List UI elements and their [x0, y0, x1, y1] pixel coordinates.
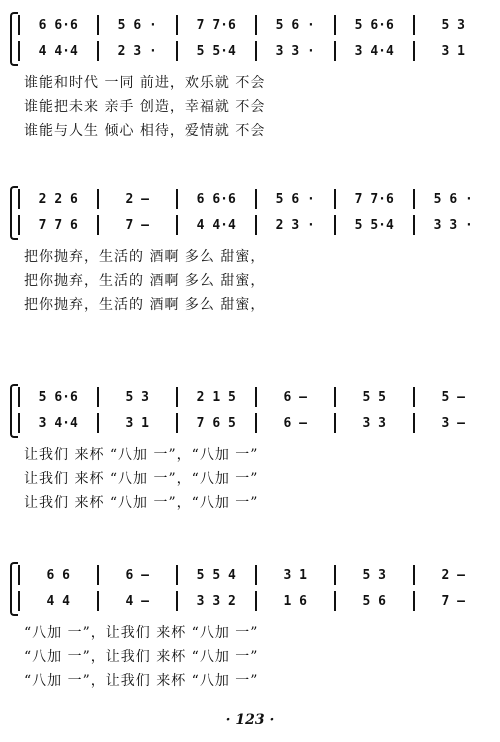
measure: 5 3	[125, 389, 149, 405]
measure: 4 4	[46, 593, 70, 609]
upper-staff	[18, 564, 492, 586]
measure: 7 –	[125, 217, 149, 233]
lyric-line: “八加 一”，让我们 来杯 “八加 一”	[24, 673, 259, 689]
measure: 5 6 ·	[275, 17, 315, 33]
lyric-line: 谁能与人生 倾心 相待，爱情就 不会	[24, 123, 266, 139]
measure: 2 3 ·	[117, 43, 157, 59]
upper-staff	[18, 14, 492, 36]
measure: 3 1	[125, 415, 149, 431]
measure: 6 6·6	[196, 191, 236, 207]
lyric-line: 谁能把未来 亲手 创造，幸福就 不会	[24, 99, 266, 115]
lyric-line: 谁能和时代 一同 前进，欢乐就 不会	[24, 75, 266, 91]
upper-staff	[18, 386, 492, 408]
lyric-line: “八加 一”，让我们 来杯 “八加 一”	[24, 649, 259, 665]
staff-bracket	[10, 12, 18, 66]
measure: 2 –	[441, 567, 465, 583]
measure: 6 6	[46, 567, 70, 583]
measure: 3 1	[283, 567, 307, 583]
measure: 3 3 ·	[275, 43, 315, 59]
measure: 5 6·6	[354, 17, 394, 33]
measure: 5 3	[441, 17, 465, 33]
measure: 5 5·4	[354, 217, 394, 233]
measure: 5 6 ·	[275, 191, 315, 207]
measure: 3 –	[441, 415, 465, 431]
staff-bracket	[10, 562, 18, 616]
measure: 3 4·4	[354, 43, 394, 59]
measure: 5 6 ·	[117, 17, 157, 33]
measure: 2 –	[125, 191, 149, 207]
measure: 4 –	[125, 593, 149, 609]
staff-bracket	[10, 186, 18, 240]
measure: 3 3 2	[196, 593, 236, 609]
upper-staff	[18, 188, 492, 210]
measure: 3 3 ·	[433, 217, 473, 233]
measure: 3 4·4	[38, 415, 78, 431]
measure: 1 6	[283, 593, 307, 609]
lyric-line: 让我们 来杯 “八加 一”，“八加 一”	[24, 495, 259, 511]
measure: 4 4·4	[196, 217, 236, 233]
lyric-line: 把你抛弃，生活的 酒啊 多么 甜蜜，	[24, 297, 266, 313]
lyric-line: 把你抛弃，生活的 酒啊 多么 甜蜜，	[24, 249, 266, 265]
measure: 5 5·4	[196, 43, 236, 59]
lyric-line: “八加 一”，让我们 来杯 “八加 一”	[24, 625, 259, 641]
staff-bracket	[10, 384, 18, 438]
measure: 6 –	[125, 567, 149, 583]
measure: 5 6	[362, 593, 386, 609]
measure: 5 6 ·	[433, 191, 473, 207]
measure: 2 3 ·	[275, 217, 315, 233]
measure: 4 4·4	[38, 43, 78, 59]
measure: 7 7 6	[38, 217, 78, 233]
measure: 3 3	[362, 415, 386, 431]
measure: 6 6·6	[38, 17, 78, 33]
measure: 5 5 4	[196, 567, 236, 583]
measure: 7 7·6	[354, 191, 394, 207]
measure: 6 –	[283, 389, 307, 405]
measure: 7 –	[441, 593, 465, 609]
lyric-line: 把你抛弃，生活的 酒啊 多么 甜蜜，	[24, 273, 266, 289]
page-number: · 123 ·	[225, 712, 275, 728]
measure: 2 2 6	[38, 191, 78, 207]
measure: 2 1 5	[196, 389, 236, 405]
measure: 5 5	[362, 389, 386, 405]
measure: 5 3	[362, 567, 386, 583]
lower-staff	[18, 412, 492, 434]
lower-staff	[18, 590, 492, 612]
measure: 5 6·6	[38, 389, 78, 405]
measure: 7 6 5	[196, 415, 236, 431]
measure: 7 7·6	[196, 17, 236, 33]
lyric-line: 让我们 来杯 “八加 一”，“八加 一”	[24, 447, 259, 463]
measure: 5 –	[441, 389, 465, 405]
lower-staff	[18, 40, 492, 62]
measure: 3 1	[441, 43, 465, 59]
measure: 6 –	[283, 415, 307, 431]
lyric-line: 让我们 来杯 “八加 一”，“八加 一”	[24, 471, 259, 487]
lower-staff	[18, 214, 492, 236]
